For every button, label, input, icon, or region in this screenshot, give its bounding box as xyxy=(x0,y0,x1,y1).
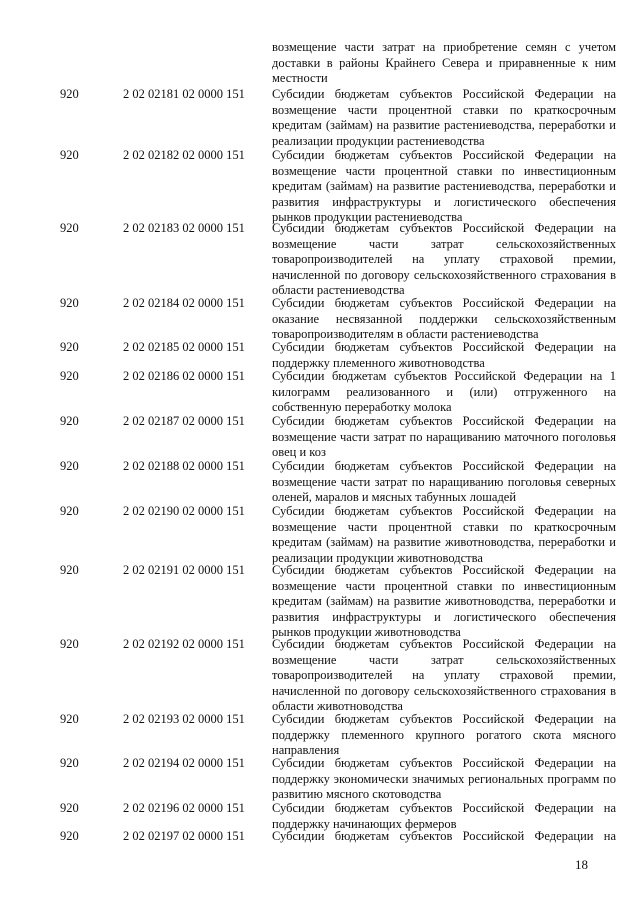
budget-code: 2 02 02181 02 0000 151 xyxy=(123,87,245,101)
row-description: Субсидии бюджетам субъектов Российской Федерации на возмещение части затрат по наращиванию маточного поголовья овец и коз xyxy=(272,414,616,459)
budget-code: 2 02 02182 02 0000 151 xyxy=(123,148,245,162)
row-description: Субсидии бюджетам субъектов Российской Федерации на поддержку племенного животноводства xyxy=(272,340,616,370)
admin-code: 920 xyxy=(60,637,79,651)
budget-code: 2 02 02188 02 0000 151 xyxy=(123,459,245,473)
admin-code: 920 xyxy=(60,801,79,815)
row-description: Субсидии бюджетам субъектов Российской Федерации на xyxy=(272,829,616,843)
row-description: Субсидии бюджетам субъектов Российской Федерации на возмещение части затрат сельскохозяйственных товаропроизводителей на уплату страховой премии, начисленной по договору сельскохозяйственного страхования в области животноводства xyxy=(272,637,616,713)
row-description: Субсидии бюджетам субъектов Российской Федерации на поддержку племенного крупного рогатого скота мясного направления xyxy=(272,712,616,757)
budget-code: 2 02 02194 02 0000 151 xyxy=(123,756,245,770)
admin-code: 920 xyxy=(60,87,79,101)
page-number: 18 xyxy=(575,857,588,872)
admin-code: 920 xyxy=(60,340,79,354)
admin-code: 920 xyxy=(60,829,79,843)
admin-code: 920 xyxy=(60,504,79,518)
row-description: Субсидии бюджетам субъектов Российской Федерации на возмещение части процентной ставки по инвестиционным кредитам (займам) на развитие растениеводства, переработки и развития инфраструктуры и логистического обеспечения рынков продукции растениеводства xyxy=(272,148,616,224)
row-description: Субсидии бюджетам субъектов Российской Федерации на возмещение части процентной ставки по краткосрочным кредитам (займам) на развитие растениеводства, переработки и реализации продукции растениеводства xyxy=(272,87,616,148)
row-description: Субсидии бюджетам субъектов Российской Федерации на возмещение части затрат сельскохозяйственных товаропроизводителей на уплату страховой премии, начисленной по договору сельскохозяйственного страхования в области растениеводства xyxy=(272,221,616,297)
budget-code: 2 02 02183 02 0000 151 xyxy=(123,221,245,235)
row-description: Субсидии бюджетам субъектов Российской Федерации на поддержку начинающих фермеров xyxy=(272,801,616,831)
row-description: Субсидии бюджетам субъектов Российской Федерации на 1 килограмм реализованного и (или) отгруженного на собственную переработку молока xyxy=(272,369,616,414)
admin-code: 920 xyxy=(60,563,79,577)
admin-code: 920 xyxy=(60,712,79,726)
row-description: Субсидии бюджетам субъектов Российской Федерации на возмещение части процентной ставки по инвестиционным кредитам (займам) на развитие животноводства, переработки и развития инфраструктуры и логистического обеспечения рынков продукции животноводства xyxy=(272,563,616,639)
admin-code: 920 xyxy=(60,756,79,770)
admin-code: 920 xyxy=(60,296,79,310)
budget-code: 2 02 02191 02 0000 151 xyxy=(123,563,245,577)
row-description: Субсидии бюджетам субъектов Российской Федерации на оказание несвязанной поддержки сельскохозяйственным товаропроизводителям в области растениеводства xyxy=(272,296,616,341)
budget-code: 2 02 02187 02 0000 151 xyxy=(123,414,245,428)
admin-code: 920 xyxy=(60,148,79,162)
continuation-text: возмещение части затрат на приобретение семян с учетом доставки в районы Крайнего Севера и приравненные к ним местности xyxy=(272,40,616,85)
budget-code: 2 02 02192 02 0000 151 xyxy=(123,637,245,651)
budget-code: 2 02 02196 02 0000 151 xyxy=(123,801,245,815)
budget-code: 2 02 02184 02 0000 151 xyxy=(123,296,245,310)
budget-code: 2 02 02185 02 0000 151 xyxy=(123,340,245,354)
budget-code: 2 02 02197 02 0000 151 xyxy=(123,829,245,843)
budget-code: 2 02 02190 02 0000 151 xyxy=(123,504,245,518)
row-description: Субсидии бюджетам субъектов Российской Федерации на возмещение части затрат по наращиванию поголовья северных оленей, маралов и мясных табунных лошадей xyxy=(272,459,616,504)
budget-code: 2 02 02186 02 0000 151 xyxy=(123,369,245,383)
admin-code: 920 xyxy=(60,459,79,473)
row-description: Субсидии бюджетам субъектов Российской Федерации на поддержку экономически значимых региональных программ по развитию мясного скотоводства xyxy=(272,756,616,801)
admin-code: 920 xyxy=(60,369,79,383)
admin-code: 920 xyxy=(60,221,79,235)
row-description: Субсидии бюджетам субъектов Российской Федерации на возмещение части процентной ставки по краткосрочным кредитам (займам) на развитие животноводства, переработки и реализации продукции животноводства xyxy=(272,504,616,565)
budget-code: 2 02 02193 02 0000 151 xyxy=(123,712,245,726)
admin-code: 920 xyxy=(60,414,79,428)
